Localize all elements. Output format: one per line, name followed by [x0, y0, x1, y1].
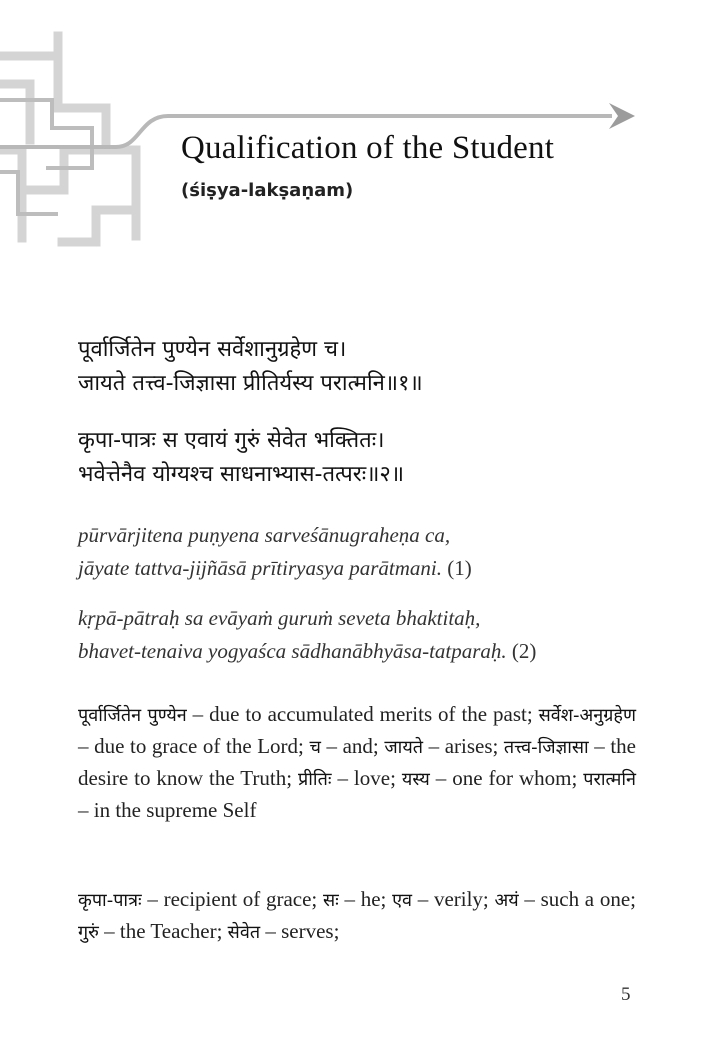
gloss-meaning: – and; [320, 734, 385, 758]
gloss-term: यस्य [401, 769, 430, 790]
gloss-term: अयं [494, 890, 519, 911]
transliteration-2 [78, 602, 536, 668]
word-meaning-paragraph-1 [78, 699, 636, 859]
gloss-term: कृपा-पात्रः [78, 890, 142, 911]
gloss-term: एव [392, 890, 413, 911]
transliteration-line: jāyate tattva-jijñāsā prītiryasya parātmani. [78, 556, 442, 580]
transliteration-1 [78, 519, 472, 585]
gloss-term: पूर्वार्जितेन पुण्येन [78, 705, 187, 726]
transliteration-line: bhavet-tenaiva yogyaśca sādhanābhyāsa-tatparaḥ. [78, 639, 507, 663]
gloss-term: तत्त्व-जिज्ञासा [503, 737, 589, 758]
gloss-meaning: – one for whom; [429, 766, 584, 790]
gloss-meaning: – serves; [260, 919, 340, 943]
page-number: 5 [621, 984, 631, 1005]
verse-line: भवेत्तेनैव योग्यश्च साधनाभ्यास-तत्परः॥२॥ [78, 462, 405, 487]
transliteration-line: kṛpā-pātraḥ sa evāyaṁ guruṁ seveta bhaktitaḥ, [78, 606, 481, 630]
sanskrit-verse-2 [78, 424, 404, 492]
gloss-term: सर्वेश-अनुग्रहेण [538, 705, 636, 726]
gloss-term: परात्मनि [583, 769, 636, 790]
gloss-meaning: – he; [338, 887, 393, 911]
word-meaning-paragraph-2 [78, 884, 636, 954]
verse-number: (2) [511, 639, 537, 663]
verse-line: जायते तत्त्व-जिज्ञासा प्रीतिर्यस्य परात्मनि॥१॥ [78, 371, 423, 396]
gloss-term: जायते [384, 737, 424, 758]
gloss-meaning: – due to accumulated merits of the past; [186, 702, 539, 726]
gloss-meaning: – recipient of grace; [141, 887, 323, 911]
transliteration-line: pūrvārjitena puṇyena sarveśānugraheṇa ca, [78, 523, 451, 547]
gloss-term: सः [322, 890, 339, 911]
verse-line: पूर्वार्जितेन पुण्येन सर्वेशानुग्रहेण च। [78, 337, 347, 362]
gloss-term: गुरुं [78, 922, 99, 943]
verse-number: (1) [447, 556, 472, 580]
verse-line: कृपा-पात्रः स एवायं गुरुं सेवेत भक्तितः। [78, 428, 385, 453]
gloss-meaning: – such a one; [518, 887, 636, 911]
gloss-term: च [309, 737, 321, 758]
gloss-meaning: – the Teacher; [98, 919, 228, 943]
chapter-title: Qualification of the Student [181, 130, 555, 166]
gloss-term: प्रीतिः [298, 769, 332, 790]
gloss-meaning: – the desire to know the Truth; [78, 734, 637, 790]
gloss-meaning: – due to grace of the Lord; [78, 734, 310, 758]
gloss-term: सेवेत [227, 922, 261, 943]
gloss-meaning: – verily; [412, 887, 495, 911]
sanskrit-verse-1 [78, 333, 423, 401]
gloss-meaning: – arises; [423, 734, 504, 758]
chapter-subtitle: (śiṣya-lakṣaṇam) [181, 180, 354, 201]
gloss-meaning: – love; [331, 766, 402, 790]
gloss-meaning: – in the supreme Self [78, 798, 257, 822]
